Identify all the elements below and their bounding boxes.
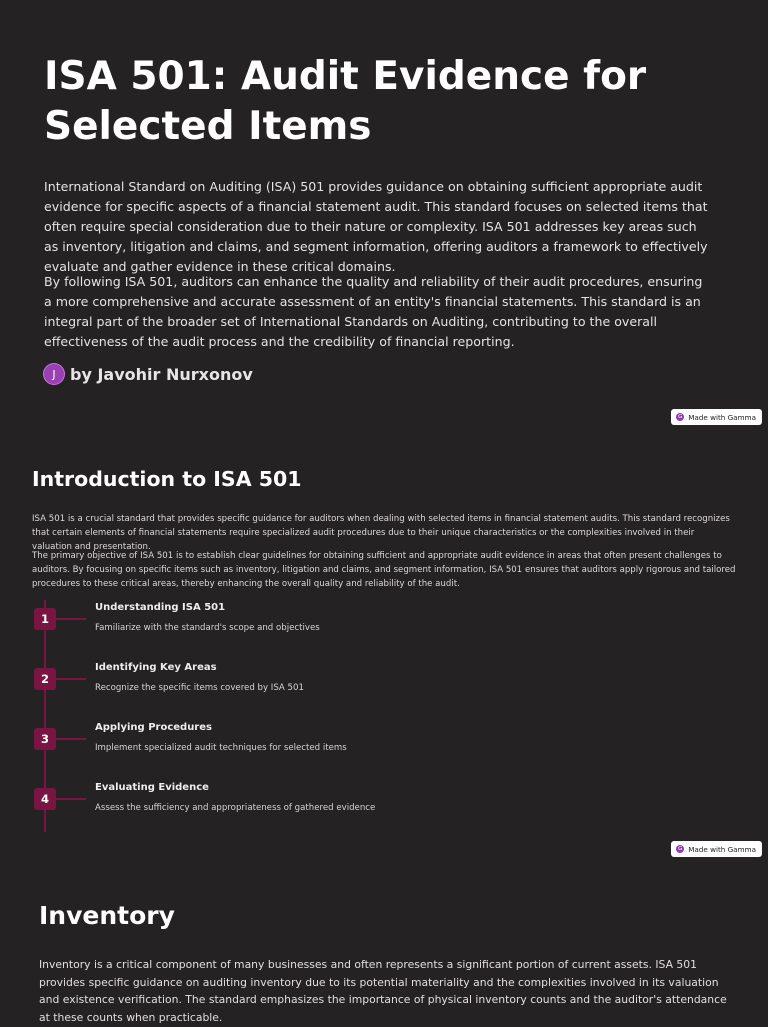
step-title: Evaluating Evidence — [95, 782, 209, 793]
section-title: Introduction to ISA 501 — [32, 467, 302, 491]
intro-paragraph: International Standard on Auditing (ISA) 501 provides guidance on obtaining sufficient appropriate audit evidence for specific aspects of a financial statement audit. This standard focuses on selected items that often require special consideration due to their nature or complexity. ISA 501 addresses key areas such as inventory, litigation and claims, and segment information, offering auditors a framework to effectively evaluate and gather evidence in these critical domains. — [44, 179, 708, 274]
intro-paragraph-2: By following ISA 501, auditors can enhance the quality and reliability of their audit procedures, ensuring a more comprehensive and accurate assessment of an entity's financial statements. This standard is an integral part of the broader set of International Standards on Auditing, contributing to the overall effectiveness of the audit process and the credibility of financial reporting. — [44, 274, 703, 349]
step-title: Understanding ISA 501 — [95, 602, 226, 613]
section-paragraph-2: The primary objective of ISA 501 is to establish clear guidelines for obtaining sufficient and appropriate audit evidence in areas that often present challenges to auditors. By focusing on specific items such as inventory, litigation and claims, and segment information, ISA 501 ensures that auditors apply rigorous and tailored procedures to these critical areas, thereby enhancing the overall quality and reliability of the audit. — [32, 551, 736, 590]
step-title: Identifying Key Areas — [95, 662, 217, 673]
step-number: 2 — [34, 668, 56, 690]
author-name: by Javohir Nurxonov — [70, 364, 253, 384]
step-number: 1 — [34, 608, 56, 630]
page-title: ISA 501: Audit Evidence for Selected Items — [44, 54, 647, 149]
badge-label: Made with Gamma — [688, 844, 756, 854]
step-description: Recognize the specific items covered by ISA 501 — [95, 683, 304, 693]
step-connector — [56, 798, 86, 800]
badge-label: Made with Gamma — [688, 412, 756, 422]
inventory-slide — [0, 864, 768, 1024]
introduction-slide — [0, 432, 768, 864]
avatar: J — [44, 364, 64, 384]
step-title: Applying Procedures — [95, 722, 212, 733]
timeline-step — [0, 778, 768, 822]
step-connector — [56, 618, 86, 620]
timeline-step — [0, 598, 768, 642]
made-with-gamma-badge[interactable] — [671, 409, 762, 425]
section-title: Inventory — [39, 901, 175, 930]
step-connector — [56, 738, 86, 740]
step-description: Implement specialized audit techniques for selected items — [95, 743, 347, 753]
step-connector — [56, 678, 86, 680]
section-paragraph: Inventory is a critical component of many businesses and often represents a significant portion of current assets. ISA 501 provides specific guidance on auditing inventory due to its potential materiality and the complexities involved in its valuation and existence verification. The standard emphasizes the importance of physical inventory counts and the auditor's attendance at these counts when practicable. — [39, 958, 727, 1025]
author-byline — [44, 364, 253, 384]
step-number: 4 — [34, 788, 56, 810]
made-with-gamma-badge[interactable] — [671, 841, 762, 857]
gamma-logo-icon: G — [678, 846, 683, 852]
timeline-step — [0, 718, 768, 762]
gamma-logo-icon: G — [678, 414, 683, 420]
section-paragraph: ISA 501 is a crucial standard that provides specific guidance for auditors when dealing with selected items in financial statement audits. This standard recognizes that certain elements of financial statements require specialized audit procedures due to their unique characteristics or the complexities involved in their valuation and presentation. — [32, 514, 730, 553]
timeline-step — [0, 658, 768, 702]
step-description: Assess the sufficiency and appropriateness of gathered evidence — [95, 803, 376, 813]
title-slide — [0, 0, 768, 432]
step-number: 3 — [34, 728, 56, 750]
step-description: Familiarize with the standard's scope and objectives — [95, 623, 320, 633]
